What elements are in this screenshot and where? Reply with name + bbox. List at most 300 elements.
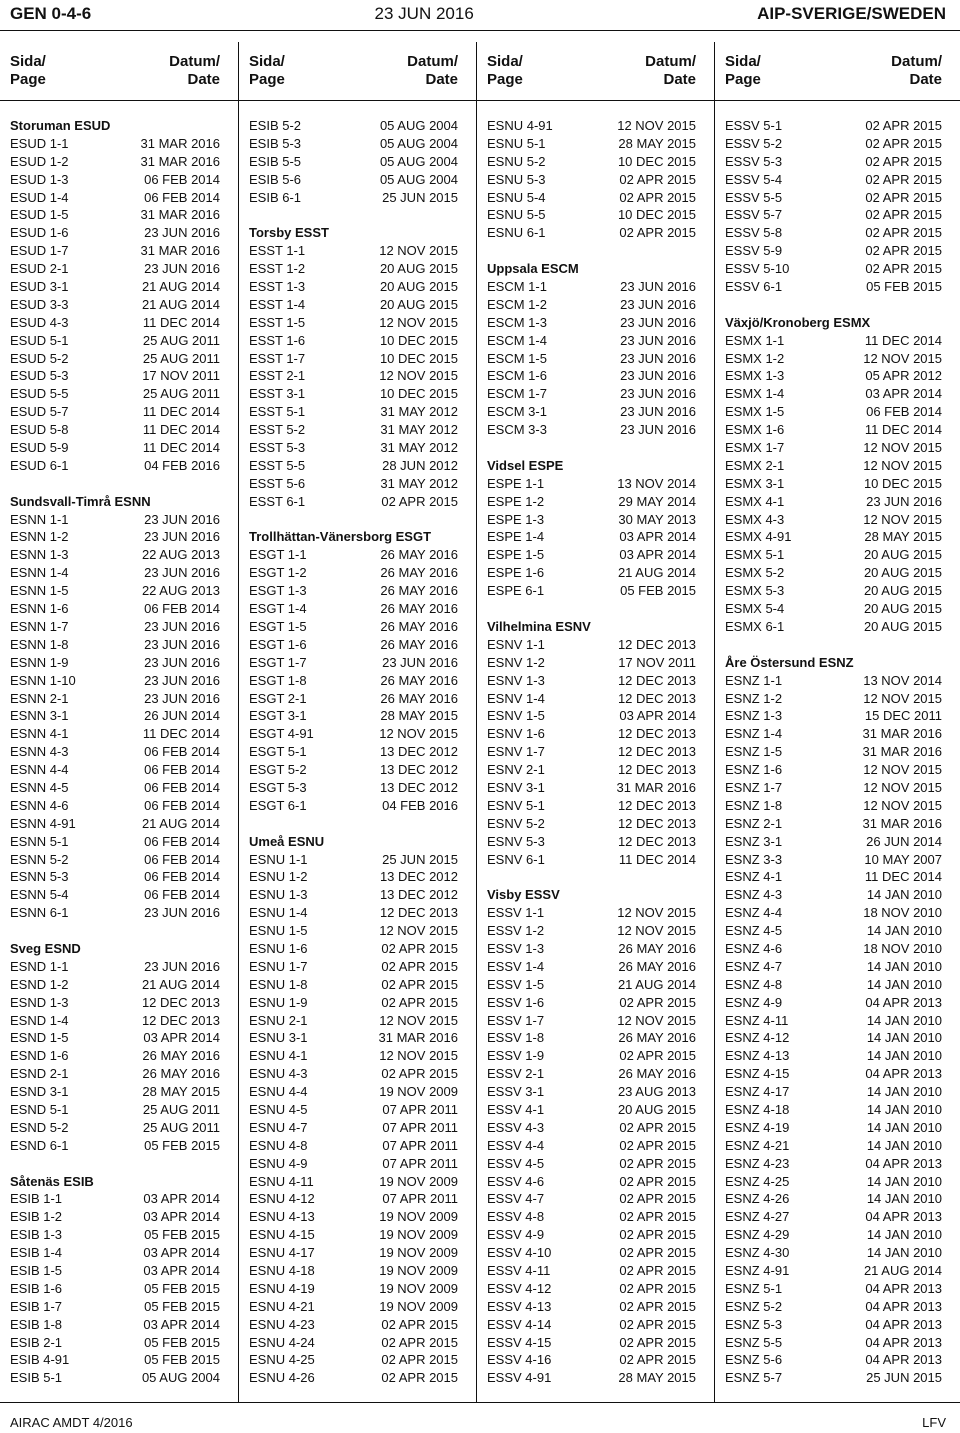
- spacer: [249, 206, 458, 224]
- page-date: 13 DEC 2012: [379, 779, 458, 795]
- page-date: 31 MAR 2016: [140, 243, 220, 259]
- page-date: 12 DEC 2013: [617, 636, 696, 652]
- page-date: 25 AUG 2011: [142, 386, 220, 402]
- page-ref: ESSV 2-1: [487, 1066, 545, 1082]
- page-date: 02 APR 2015: [865, 207, 942, 223]
- page-date: 20 AUG 2015: [863, 583, 942, 599]
- page-date: 26 MAY 2016: [618, 1030, 696, 1046]
- aerodrome-heading: [249, 224, 458, 242]
- page-date: 02 APR 2015: [619, 225, 696, 241]
- page-date: 21 AUG 2014: [141, 296, 220, 312]
- page-date: 03 APR 2014: [143, 1191, 220, 1207]
- page-date: 11 DEC 2014: [618, 851, 696, 867]
- checklist-row: [249, 672, 458, 690]
- checklist-row: [249, 332, 458, 350]
- page-ref: ESSV 5-7: [725, 207, 783, 223]
- page-date: 25 AUG 2011: [142, 350, 220, 366]
- page-ref: ESNN 5-4: [10, 887, 69, 903]
- page-ref: ESIB 6-1: [249, 189, 302, 205]
- page-date: 13 DEC 2012: [379, 762, 458, 778]
- checklist-row: [10, 1065, 220, 1083]
- page-date: 31 MAY 2012: [380, 440, 458, 456]
- page-date: 25 AUG 2011: [142, 332, 220, 348]
- checklist-row: [249, 260, 458, 278]
- page-date: 14 JAN 2010: [866, 1084, 942, 1100]
- page-ref: ESCM 1-3: [487, 314, 547, 330]
- checklist-row: [725, 475, 942, 493]
- checklist-row: [725, 171, 942, 189]
- page-ref: ESNU 1-7: [249, 958, 308, 974]
- checklist-row: [725, 886, 942, 904]
- page-date: 04 APR 2013: [865, 994, 942, 1010]
- page-date: 21 AUG 2014: [863, 1263, 942, 1278]
- checklist-row: [725, 332, 942, 350]
- page-date: 02 APR 2015: [381, 976, 458, 992]
- page-ref: ESIB 5-6: [249, 171, 302, 187]
- aerodrome-heading: [10, 117, 220, 135]
- checklist-row: [487, 1334, 696, 1352]
- checklist-row: [249, 976, 458, 994]
- checklist-row: [487, 904, 696, 922]
- checklist-row: [487, 296, 696, 314]
- page-ref: ESNZ 4-25: [725, 1173, 790, 1189]
- checklist-row: [249, 1029, 458, 1047]
- page-ref: ESGT 2-1: [249, 690, 307, 706]
- page-ref: ESSV 4-6: [487, 1173, 545, 1189]
- checklist-row: [487, 1280, 696, 1298]
- checklist-row: [487, 1369, 696, 1387]
- page-date: 26 MAY 2016: [380, 601, 458, 617]
- page-ref: ESNZ 4-19: [725, 1119, 790, 1135]
- checklist-row: [249, 761, 458, 779]
- page-ref: ESSV 4-7: [487, 1191, 545, 1207]
- page-date: 19 NOV 2009: [379, 1227, 458, 1243]
- page-ref: ESIB 5-5: [249, 153, 302, 169]
- spacer: [725, 636, 942, 654]
- page-ref: ESNN 1-3: [10, 547, 69, 563]
- page-date: 31 MAR 2016: [140, 207, 220, 223]
- page-date: 02 APR 2015: [619, 1352, 696, 1368]
- page-date: 31 MAR 2016: [616, 779, 696, 795]
- page-ref: ESGT 5-3: [249, 779, 307, 795]
- checklist-row: [487, 278, 696, 296]
- checklist-row: [487, 1137, 696, 1155]
- checklist-row: [487, 1101, 696, 1119]
- checklist-row: [10, 332, 220, 350]
- page-date: 23 JUN 2016: [144, 511, 220, 527]
- checklist-row: [487, 332, 696, 350]
- page-date: 02 APR 2015: [865, 261, 942, 277]
- page-date: 12 NOV 2015: [617, 905, 696, 921]
- page-date: 23 JUN 2016: [144, 529, 220, 545]
- page-ref: ESNN 5-1: [10, 833, 69, 849]
- page-ref: ESNZ 4-9: [725, 994, 783, 1010]
- page-ref: ESNU 1-1: [249, 851, 308, 867]
- page-date: 13 DEC 2012: [379, 887, 458, 903]
- page-date: 02 APR 2015: [865, 153, 942, 169]
- page-ref: ESNV 3-1: [487, 779, 545, 795]
- page-ref: ESIB 1-7: [10, 1298, 63, 1314]
- page-ref: ESPE 1-6: [487, 565, 545, 581]
- checklist-row: [725, 135, 942, 153]
- checklist-row: [249, 868, 458, 886]
- page-date: 23 JUN 2016: [144, 958, 220, 974]
- page-ref: ESSV 5-9: [725, 243, 783, 259]
- checklist-row: [10, 1262, 220, 1280]
- checklist-row: [487, 1316, 696, 1334]
- checklist-row: [725, 278, 942, 296]
- page-date: 12 NOV 2015: [617, 118, 696, 133]
- checklist-row: [725, 1298, 942, 1316]
- page-ref: ESMX 1-4: [725, 386, 785, 402]
- page-ref: ESNZ 4-21: [725, 1137, 790, 1153]
- page-date: 12 DEC 2013: [617, 815, 696, 831]
- page-date: 06 FEB 2014: [144, 189, 220, 205]
- page-ref: ESIB 5-3: [249, 135, 302, 151]
- checklist-row: [249, 1047, 458, 1065]
- page-date: 14 JAN 2010: [866, 958, 942, 974]
- page-date: 12 NOV 2015: [863, 440, 942, 456]
- page-date: 31 MAR 2016: [862, 744, 942, 760]
- page-date: 28 MAY 2015: [380, 708, 458, 724]
- page-ref: ESNU 4-1: [249, 1048, 308, 1064]
- checklist-row: [10, 1101, 220, 1119]
- page-date: 14 JAN 2010: [866, 887, 942, 903]
- header-date: 23 JUN 2016: [374, 4, 474, 23]
- checklist-row: [487, 224, 696, 242]
- page-date: 26 JUN 2014: [144, 708, 220, 724]
- checklist-row: [725, 1047, 942, 1065]
- checklist-row: [10, 976, 220, 994]
- page-date: 12 DEC 2013: [617, 762, 696, 778]
- page-ref: ESUD 5-3: [10, 368, 69, 384]
- page-ref: ESCM 1-5: [487, 350, 547, 366]
- checklist-row: [487, 582, 696, 600]
- checklist-row: [487, 1208, 696, 1226]
- page-date: 03 APR 2014: [143, 1245, 220, 1261]
- checklist-row: [10, 278, 220, 296]
- page-ref: ESNZ 5-7: [725, 1370, 783, 1386]
- checklist-row: [487, 779, 696, 797]
- checklist-row: [725, 1173, 942, 1191]
- checklist-row: [10, 725, 220, 743]
- page-ref: ESGT 1-8: [249, 672, 307, 688]
- page-date: 23 JUN 2016: [144, 261, 220, 277]
- checklist-row: [249, 1101, 458, 1119]
- page-date: 20 AUG 2015: [379, 279, 458, 295]
- page-date: 13 DEC 2012: [379, 869, 458, 885]
- page-ref: ESUD 3-1: [10, 279, 69, 295]
- checklist-row: [487, 385, 696, 403]
- page-ref: ESND 5-2: [10, 1119, 69, 1135]
- checklist-row: [10, 761, 220, 779]
- page-date: 26 JUN 2014: [866, 833, 942, 849]
- column-header: [477, 42, 714, 101]
- page-ref: ESGT 1-5: [249, 618, 307, 634]
- checklist-row: [249, 1083, 458, 1101]
- checklist-row: [487, 1262, 696, 1280]
- page-ref: ESUD 5-7: [10, 404, 69, 420]
- page-column-label: Sida/ Page: [10, 53, 46, 88]
- page-date: 05 APR 2012: [865, 368, 942, 384]
- checklist-row: [487, 528, 696, 546]
- page-ref: ESSV 1-6: [487, 994, 545, 1010]
- page-date: 14 JAN 2010: [866, 1227, 942, 1243]
- page-ref: ESSV 1-2: [487, 923, 545, 939]
- checklist-row: [249, 1280, 458, 1298]
- checklist-row: [10, 707, 220, 725]
- page-ref: ESUD 5-9: [10, 440, 69, 456]
- checklist-row: [725, 457, 942, 475]
- checklist-row: [10, 153, 220, 171]
- checklist-row: [487, 976, 696, 994]
- page-ref: ESNU 4-21: [249, 1298, 315, 1314]
- page-date: 23 JUN 2016: [620, 296, 696, 312]
- checklist-row: [249, 1262, 458, 1280]
- page-date: 31 MAR 2016: [862, 726, 942, 742]
- checklist-row: [10, 851, 220, 869]
- checklist-row: [10, 385, 220, 403]
- page-date: 19 NOV 2009: [379, 1280, 458, 1296]
- aerodrome-heading: [10, 493, 220, 511]
- page-ref: ESIB 1-2: [10, 1209, 63, 1225]
- checklist-row: [725, 1334, 942, 1352]
- page-date: 17 NOV 2011: [142, 368, 220, 384]
- page-ref: ESSV 5-3: [725, 153, 783, 169]
- page-date: 23 JUN 2016: [144, 636, 220, 652]
- aerodrome-name: Såtenäs ESIB: [10, 1173, 94, 1189]
- spacer: [10, 922, 220, 940]
- page-date: 05 FEB 2015: [144, 1334, 220, 1350]
- page-ref: ESSV 5-8: [725, 225, 783, 241]
- checklist-row: [249, 654, 458, 672]
- page-date: 02 APR 2015: [619, 1209, 696, 1225]
- page-date: 02 APR 2015: [619, 189, 696, 205]
- page-date: 02 APR 2015: [865, 118, 942, 133]
- checklist-row: [10, 654, 220, 672]
- page-date: 12 NOV 2015: [863, 797, 942, 813]
- page-date: 28 MAY 2015: [864, 529, 942, 545]
- page-date: 25 JUN 2015: [382, 189, 458, 205]
- page-date: 05 AUG 2004: [379, 118, 458, 133]
- page-ref: ESMX 1-5: [725, 404, 785, 420]
- checklist-row: [725, 1208, 942, 1226]
- page-date: 23 JUN 2016: [144, 225, 220, 241]
- page-ref: ESND 1-6: [10, 1048, 69, 1064]
- page-date: 14 JAN 2010: [866, 1030, 942, 1046]
- page-date: 23 JUN 2016: [620, 314, 696, 330]
- page-date: 04 APR 2013: [865, 1209, 942, 1225]
- spacer: [249, 511, 458, 529]
- aerodrome-name: Sundsvall-Timrå ESNN: [10, 493, 151, 509]
- page-date: 25 AUG 2011: [142, 1101, 220, 1117]
- page-ref: ESST 6-1: [249, 493, 306, 509]
- page-date: 20 AUG 2015: [863, 565, 942, 581]
- date-column-label: Datum/ Date: [891, 53, 942, 88]
- page-ref: ESUD 3-3: [10, 296, 69, 312]
- checklist-row: [249, 600, 458, 618]
- checklist-row: [10, 260, 220, 278]
- checklist-row: [487, 761, 696, 779]
- checklist-row: [249, 1190, 458, 1208]
- checklist-row: [249, 1137, 458, 1155]
- checklist-row: [725, 1244, 942, 1262]
- page-ref: ESNN 1-7: [10, 618, 69, 634]
- checklist-row: [10, 439, 220, 457]
- checklist-row: [249, 690, 458, 708]
- page-ref: ESNZ 4-18: [725, 1101, 790, 1117]
- page-date: 21 AUG 2014: [617, 976, 696, 992]
- checklist-row: [725, 1065, 942, 1083]
- checklist-row: [249, 1173, 458, 1191]
- checklist-row: [487, 493, 696, 511]
- page-date: 22 AUG 2013: [141, 547, 220, 563]
- page-ref: ESNU 4-8: [249, 1137, 308, 1153]
- aerodrome-name: Torsby ESST: [249, 225, 329, 241]
- checklist-row: [487, 314, 696, 332]
- page-ref: ESSV 4-12: [487, 1280, 552, 1296]
- checklist-row: [725, 994, 942, 1012]
- checklist-row: [10, 815, 220, 833]
- page-ref: ESCM 3-3: [487, 422, 547, 438]
- spacer: [487, 439, 696, 457]
- page-ref: ESST 5-1: [249, 404, 306, 420]
- page-ref: ESGT 1-1: [249, 547, 307, 563]
- checklist-row: [487, 153, 696, 171]
- page-ref: ESNZ 5-5: [725, 1334, 783, 1350]
- page-date: 23 JUN 2016: [144, 654, 220, 670]
- page-date: 02 APR 2015: [619, 1316, 696, 1332]
- page-ref: ESMX 5-3: [725, 583, 785, 599]
- page-ref: ESCM 3-1: [487, 404, 547, 420]
- checklist-row: [249, 493, 458, 511]
- page-ref: ESST 1-2: [249, 261, 306, 277]
- page-ref: ESNZ 4-3: [725, 887, 783, 903]
- checklist-row: [249, 1208, 458, 1226]
- page-date: 12 NOV 2015: [863, 690, 942, 706]
- page-ref: ESNZ 4-4: [725, 905, 783, 921]
- page-date: 21 AUG 2014: [141, 815, 220, 831]
- page-date: 23 JUN 2016: [620, 386, 696, 402]
- page-ref: ESCM 1-6: [487, 368, 547, 384]
- page-date: 18 NOV 2010: [863, 905, 942, 921]
- page-date: 06 FEB 2014: [144, 744, 220, 760]
- date-column-label: Datum/ Date: [645, 53, 696, 88]
- checklist-row: [10, 242, 220, 260]
- checklist-row: [487, 135, 696, 153]
- checklist-row: [10, 1047, 220, 1065]
- page-ref: ESGT 5-1: [249, 744, 307, 760]
- checklist-row: [487, 1244, 696, 1262]
- page-ref: ESNU 4-25: [249, 1352, 315, 1368]
- checklist-row: [249, 278, 458, 296]
- page-ref: ESUD 2-1: [10, 261, 69, 277]
- page-date: 12 DEC 2013: [141, 994, 220, 1010]
- spacer: [10, 475, 220, 493]
- page-date: 12 NOV 2015: [863, 779, 942, 795]
- checklist-row: [725, 958, 942, 976]
- checklist-row: [725, 707, 942, 725]
- page-ref: ESNV 1-4: [487, 690, 545, 706]
- page-ref: ESND 1-4: [10, 1012, 69, 1028]
- checklist-row: [249, 1119, 458, 1137]
- checklist-row: [10, 421, 220, 439]
- checklist-row: [249, 1065, 458, 1083]
- checklist-row: [249, 1244, 458, 1262]
- checklist-row: [725, 206, 942, 224]
- page-date: 06 FEB 2014: [144, 779, 220, 795]
- page-date: 23 JUN 2016: [620, 404, 696, 420]
- page-ref: ESSV 5-10: [725, 261, 790, 277]
- checklist-row: [10, 797, 220, 815]
- page-date: 02 APR 2015: [619, 1191, 696, 1207]
- page-ref: ESNV 5-3: [487, 833, 545, 849]
- column-2: [239, 42, 477, 1402]
- page-date: 25 JUN 2015: [382, 851, 458, 867]
- page-date: 02 APR 2015: [619, 1263, 696, 1278]
- page-date: 04 APR 2013: [865, 1334, 942, 1350]
- checklist-row: [249, 1012, 458, 1030]
- page-date: 03 APR 2014: [143, 1316, 220, 1332]
- page-date: 20 AUG 2015: [617, 1101, 696, 1117]
- page-date: 28 MAY 2015: [618, 135, 696, 151]
- page-date: 10 DEC 2015: [379, 332, 458, 348]
- page-ref: ESND 2-1: [10, 1066, 69, 1082]
- aerodrome-heading: [10, 1173, 220, 1191]
- page-date: 06 FEB 2014: [144, 762, 220, 778]
- checklist-row: [487, 707, 696, 725]
- page-ref: ESSV 1-5: [487, 976, 545, 992]
- aerodrome-heading: [249, 833, 458, 851]
- amendment: AIRAC AMDT 4/2016: [10, 1414, 133, 1430]
- page-date: 12 DEC 2013: [617, 726, 696, 742]
- page-ref: ESST 1-7: [249, 350, 306, 366]
- page-date: 14 JAN 2010: [866, 1119, 942, 1135]
- spacer: [10, 1155, 220, 1173]
- page-ref: ESMX 1-7: [725, 440, 785, 456]
- page-date: 19 NOV 2009: [379, 1173, 458, 1189]
- checklist-row: [10, 886, 220, 904]
- page-date: 26 MAY 2016: [142, 1066, 220, 1082]
- page-ref: ESST 1-1: [249, 243, 306, 259]
- page-ref: ESUD 1-4: [10, 189, 69, 205]
- checklist-row: [10, 367, 220, 385]
- checklist-row: [249, 922, 458, 940]
- page-date: 12 NOV 2015: [379, 314, 458, 330]
- page-header: [10, 0, 946, 28]
- page-ref: ESIB 1-1: [10, 1191, 63, 1207]
- checklist-row: [10, 1226, 220, 1244]
- checklist-row: [725, 1012, 942, 1030]
- page-ref: ESNN 4-3: [10, 744, 69, 760]
- checklist-row: [487, 1083, 696, 1101]
- page-date: 06 FEB 2014: [144, 601, 220, 617]
- checklist-row: [249, 851, 458, 869]
- checklist-row: [725, 904, 942, 922]
- page-ref: ESMX 1-6: [725, 422, 785, 438]
- page-ref: ESPE 1-1: [487, 475, 545, 491]
- page-ref: ESNU 4-4: [249, 1084, 308, 1100]
- page-date: 13 NOV 2014: [863, 672, 942, 688]
- page-date: 05 AUG 2004: [141, 1370, 220, 1386]
- page-ref: ESSV 4-9: [487, 1227, 545, 1243]
- page-date: 23 JUN 2016: [620, 368, 696, 384]
- column-1: [0, 42, 239, 1402]
- page-date: 12 DEC 2013: [617, 833, 696, 849]
- checklist-row: [487, 1155, 696, 1173]
- page-ref: ESSV 3-1: [487, 1084, 545, 1100]
- checklist-row: [725, 1316, 942, 1334]
